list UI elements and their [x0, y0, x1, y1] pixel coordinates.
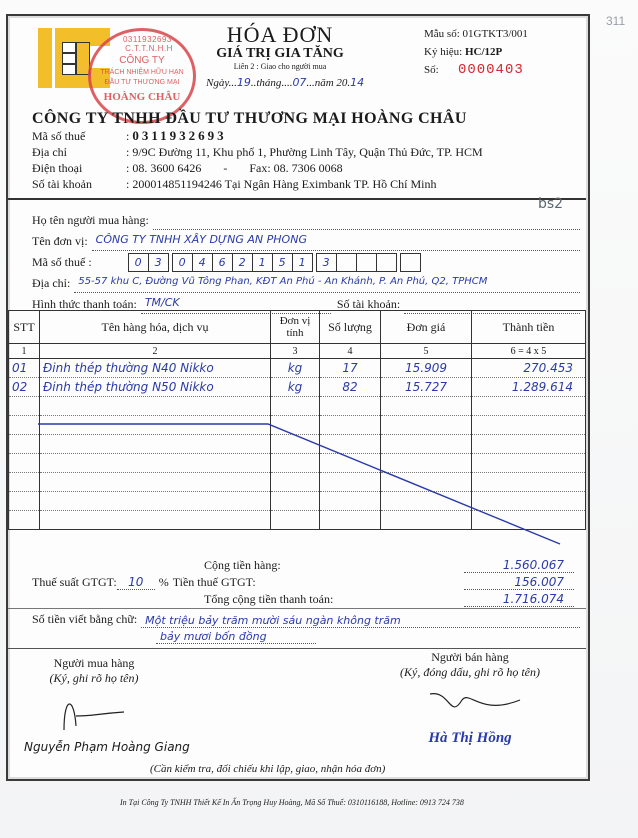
table-row: 01 Đinh thép thường N40 Nikko kg 17 15.909 270.453: [9, 359, 586, 378]
buyer-info: Họ tên người mua hàng: Tên đơn vị: CÔNG TY TNHH XÂY DỰNG AN PHONG Mã số thuế : 0 3 0 4 6 2 1 5 1 3 Địa chỉ: 55-57 khu C, Đường Vũ Tông Phan, KĐT An Phú - An Khánh, P. An Phú, Q2, TPHCM Hình thức thanh toán: TM/CK Số tài khoản:: [32, 209, 580, 314]
check-note: (Cần kiểm tra, đối chiếu khi lập, giao, nhận hóa đơn): [150, 763, 386, 775]
company-seal: 0311932693-C.T.T.N.H.H CÔNG TY TRÁCH NHIỆM HỮU HẠN ĐẦU TƯ THƯƠNG MẠI HOÀNG CHÂU: [88, 28, 196, 124]
table-row: 02 Đinh thép thường N50 Nikko kg 82 15.727 1.289.614: [9, 378, 586, 397]
vat-amount: 156.007: [464, 575, 574, 590]
seller-info: Mã số thuế : 0311932693 Địa chỉ : 9/9C Đường 11, Khu phố 1, Phường Linh Tây, Quận Thủ Đức, TP. HCM Điện thoại : 08. 3600 6426 - Fax: 08. 7306 0068 Số tài khoản : 200014851194246 Tại Ngân Hàng Eximbank TP. Hồ Chí Minh: [32, 128, 483, 191]
buyer-signature-mark: [34, 686, 154, 736]
margin-note: 311: [606, 14, 626, 28]
totals-section: Cộng tiền hàng: 1.560.067 Thuế suất GTGT: 10 % Tiền thuế GTGT: 156.007 Tổng cộng tiền thanh toán: 1.716.074: [8, 556, 586, 607]
seller-address: 9/9C Đường 11, Khu phố 1, Phường Linh Tây, Quận Thủ Đức, TP. HCM: [132, 145, 483, 159]
margin-mark: bs2: [538, 196, 564, 212]
invoice-meta: Mẫu số: 01GTKT3/001 Ký hiệu: HC/12P Số: 0000403: [424, 28, 528, 78]
seller-signature: Người bán hàng (Ký, đóng dấu, ghi rõ họ tên) Hà Thị Hồng: [380, 650, 560, 747]
subtotal-amount: 1.560.067: [464, 558, 574, 573]
buyer-unit: CÔNG TY TNHH XÂY DỰNG AN PHONG: [95, 233, 307, 246]
vat-rate: 10: [117, 575, 155, 590]
invoice-title: HÓA ĐƠN: [226, 22, 334, 47]
form-number: 01GTKT3/001: [462, 28, 528, 40]
printer-footer: In Tại Công Ty TNHH Thiết Kế In Ấn Trọng Huy Hoàng, Mã Số Thuế: 0310116188, Hotline: 0913 724 738: [120, 798, 464, 807]
amount-in-words: Số tiền viết bằng chữ: Một triệu bảy trăm mười sáu ngàn không trăm bảy mươi bốn đồng: [32, 612, 580, 644]
buyer-address: 55-57 khu C, Đường Vũ Tông Phan, KĐT An Phú - An Khánh, P. An Phú, Q2, TPHCM: [78, 276, 488, 287]
invoice-subtitle: GIÁ TRỊ GIA TĂNG: [216, 46, 344, 61]
buyer-signature: Người mua hàng (Ký, ghi rõ họ tên) Nguyễn Phạm Hoàng Giang: [24, 656, 190, 754]
seller-company-name: CÔNG TY TNHH ĐẦU TƯ THƯƠNG MẠI HOÀNG CHÂU: [32, 110, 467, 127]
seller-account: 200014851194246 Tại Ngân Hàng Eximbank TP. Hồ Chí Minh: [132, 177, 437, 191]
items-table: STT Tên hàng hóa, dịch vụ Đơn vị tính Số lượng Đơn giá Thành tiền 1 2 3 4 5 6 = 4 x 5 01 Đinh thép thường N40 Nikko kg 17 15.909 270.453 02 Đinh thép thường N50 Nikko kg 82 15.727 1.289.614: [8, 310, 586, 530]
total-amount: 1.716.074: [464, 592, 574, 607]
seller-tax-code: 0311932693: [132, 128, 227, 143]
seller-fax: Fax: 08. 7306 0068: [249, 161, 343, 175]
copy-note: Liên 2 : Giao cho người mua: [233, 62, 327, 71]
invoice-number: 0000403: [457, 62, 524, 78]
payment-method: TM/CK: [144, 296, 180, 309]
invoice-symbol: HC/12P: [464, 46, 503, 58]
seller-phone: 08. 3600 6426: [132, 161, 202, 175]
invoice-date: Ngày...19..tháng....07...năm 20.14: [206, 76, 365, 89]
seller-signature-mark: [380, 680, 560, 726]
buyer-tax-code-boxes: 0 3 0 4 6 2 1 5 1 3: [128, 253, 420, 272]
